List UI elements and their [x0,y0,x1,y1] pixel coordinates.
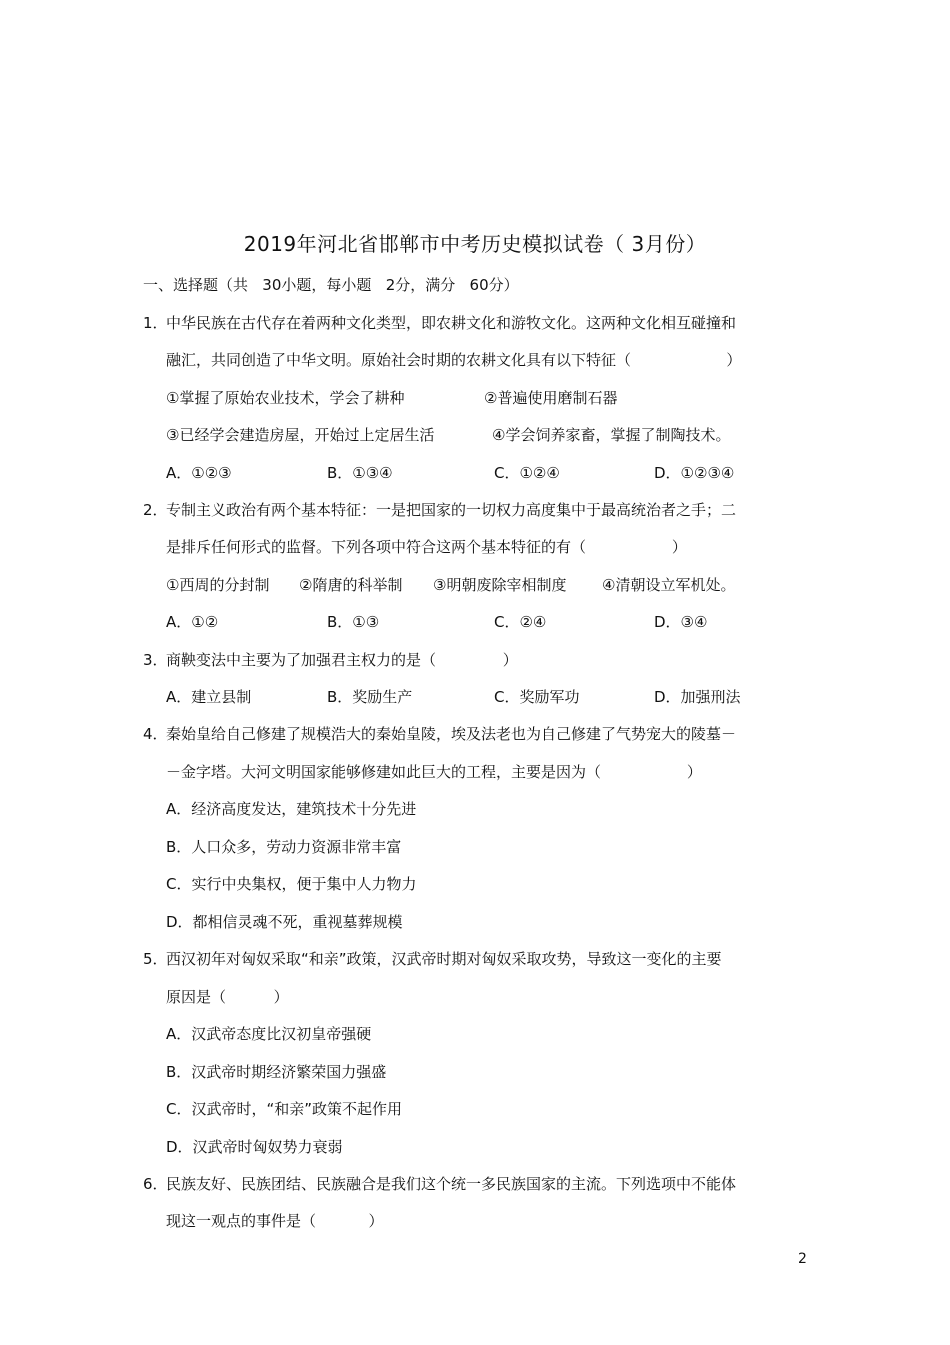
question-number: 3． [143,651,168,669]
question-number: 2． [143,501,168,519]
question-text: 专制主义政治有两个基本特征：一是把国家的一切权力高度集中于最高统治者之手；二 [166,501,737,519]
section-heading: 一、选择题（共 30小题，每小题 2分，满分 60分） [143,276,519,294]
answer-option-d[interactable]: D．①②③④ [654,464,735,482]
answer-option-b[interactable]: B．奖励生产 [327,688,413,706]
answer-option-d[interactable]: D．加强刑法 [654,688,741,706]
question-text: 商鞅变法中主要为了加强君主权力的是（ ） [166,651,518,669]
question-text: 是排斥任何形式的监督。下列各项中符合这两个基本特征的有（ ） [166,538,687,556]
answer-option-c[interactable]: C．汉武帝时，“和亲”政策不起作用 [166,1100,403,1118]
question-number: 1． [143,314,168,332]
page-number: 2 [798,1251,807,1267]
statement-item: ③已经学会建造房屋，开始过上定居生活 [166,426,435,444]
question-number: 4． [143,725,168,743]
answer-option-c[interactable]: C．奖励军功 [494,688,580,706]
statement-item: ②隋唐的科举制 [299,576,403,594]
statement-item: ①西周的分封制 [166,576,270,594]
answer-option-b[interactable]: B．汉武帝时期经济繁荣国力强盛 [166,1063,387,1081]
answer-option-c[interactable]: C．实行中央集权，便于集中人力物力 [166,875,417,893]
statement-item: ②普遍使用磨制石器 [484,389,618,407]
answer-option-b[interactable]: B．①③④ [327,464,393,482]
question-text: 秦始皇给自己修建了规模浩大的秦始皇陵，埃及法老也为自己修建了气势宠大的陵墓－ [166,725,737,743]
answer-option-d[interactable]: D．都相信灵魂不死，重视墓葬规模 [166,913,403,931]
statement-item: ③明朝废除宰相制度 [433,576,567,594]
question-text: 西汉初年对匈奴采取“和亲”政策，汉武帝时期对匈奴采取攻势，导致这一变化的主要 [166,950,722,968]
question-text: 中华民族在古代存在着两种文化类型，即农耕文化和游牧文化。这两种文化相互碰撞和 [166,314,737,332]
answer-option-a[interactable]: A．经济高度发达，建筑技术十分先进 [166,800,417,818]
question-number: 6． [143,1175,168,1193]
question-text: 原因是（ ） [166,988,289,1006]
page-title: 2019年河北省邯郸市中考历史模拟试卷（ 3月份） [243,232,707,256]
answer-option-c[interactable]: C．①②④ [494,464,560,482]
answer-option-b[interactable]: B．人口众多，劳动力资源非常丰富 [166,838,402,856]
answer-option-c[interactable]: C．②④ [494,613,547,631]
statement-item: ①掌握了原始农业技术，学会了耕种 [166,389,405,407]
question-text: 融汇，共同创造了中华文明。原始社会时期的农耕文化具有以下特征（ ） [166,351,742,369]
answer-option-d[interactable]: D．汉武帝时匈奴势力衰弱 [166,1138,343,1156]
answer-option-b[interactable]: B．①③ [327,613,380,631]
statement-item: ④清朝设立军机处。 [602,576,736,594]
answer-option-a[interactable]: A．①②③ [166,464,232,482]
answer-option-a[interactable]: A．①② [166,613,219,631]
answer-option-d[interactable]: D．③④ [654,613,708,631]
question-text: 现这一观点的事件是（ ） [166,1212,384,1230]
answer-option-a[interactable]: A．汉武帝态度比汉初皇帝强硬 [166,1025,372,1043]
statement-item: ④学会饲养家畜，掌握了制陶技术。 [492,426,731,444]
answer-option-a[interactable]: A．建立县制 [166,688,252,706]
question-text: 民族友好、民族团结、民族融合是我们这个统一多民族国家的主流。下列选项中不能体 [166,1175,737,1193]
question-number: 5． [143,950,168,968]
question-text: －金字塔。大河文明国家能够修建如此巨大的工程，主要是因为（ ） [166,763,702,781]
